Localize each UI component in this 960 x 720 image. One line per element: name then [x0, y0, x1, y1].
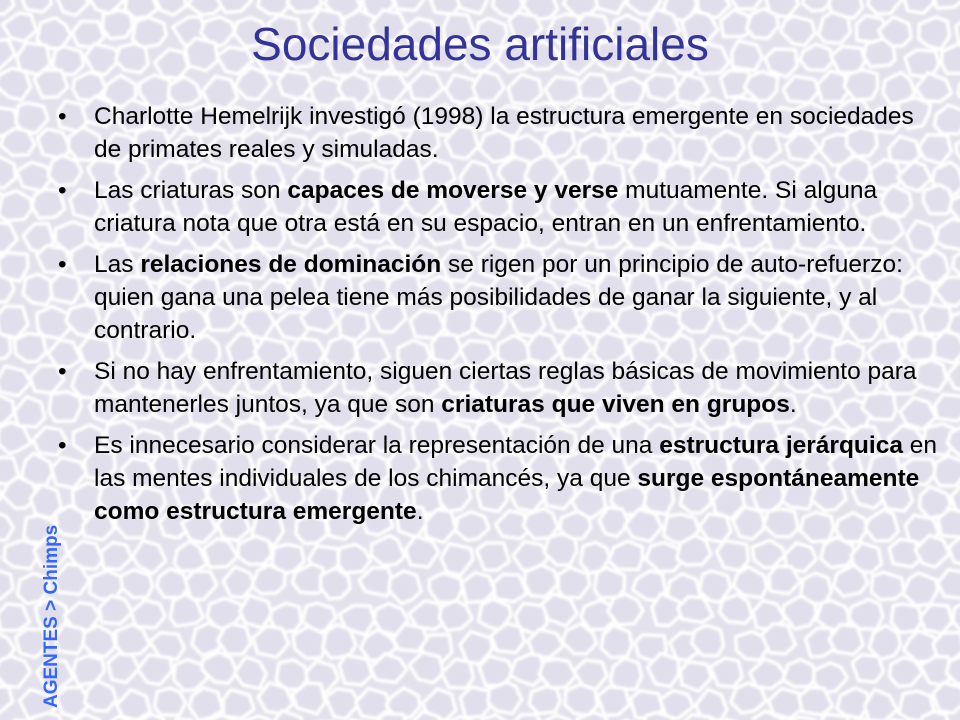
texture-cell: [252, 565, 285, 594]
texture-cell: [89, 571, 123, 600]
texture-cell: [934, 331, 960, 363]
texture-cell: [0, 332, 11, 361]
texture-cell: [935, 394, 960, 421]
bullet-item: [58, 429, 938, 528]
texture-cell: [0, 604, 30, 631]
bullet-item: [58, 355, 938, 421]
text-segment: en las mentes individuales de los chimancés, ya que: [94, 432, 938, 492]
text-segment: Si no hay enfrentamiento, siguen ciertas reglas básicas de movimiento para mantenerles juntos, ya que son: [94, 358, 917, 418]
bold-text-segment: surge espontáneamente como estructura emergente: [94, 465, 920, 525]
texture-cell: [608, 594, 643, 625]
texture-cell: [692, 626, 724, 656]
bold-text-segment: relaciones de dominación: [140, 251, 442, 278]
texture-cell: [0, 191, 32, 221]
bold-text-segment: estructura jerárquica: [659, 432, 903, 459]
texture-cell: [529, 686, 560, 713]
text-segment: se rigen por un principio de auto-refuerzo: quien gana una pelea tiene más posibilidades de ganar la siguiente, y al contrario.: [94, 251, 903, 344]
texture-cell: [429, 573, 462, 603]
bullet-marker: •: [58, 432, 67, 459]
texture-cell: [852, 655, 883, 683]
texture-cell: [488, 682, 522, 713]
texture-cell: [0, 128, 35, 155]
texture-cell: [17, 162, 52, 191]
texture-cell: [154, 688, 185, 715]
texture-cell: [23, 274, 53, 305]
texture-cell: [539, 659, 576, 688]
texture-cell: [717, 541, 749, 571]
texture-cell: [597, 687, 629, 716]
text-segment: .: [416, 498, 424, 525]
texture-cell: [558, 567, 589, 598]
texture-cell: [218, 624, 251, 654]
texture-cell: [323, 625, 356, 659]
texture-cell: [594, 568, 624, 599]
texture-cell: [799, 688, 833, 715]
texture-cell: [932, 0, 960, 8]
texture-cell: [493, 574, 527, 602]
texture-cell: [14, 334, 46, 362]
texture-cell: [287, 0, 321, 12]
texture-cell: [238, 536, 272, 564]
bullet-text: [94, 103, 914, 163]
texture-cell: [476, 543, 509, 571]
bullet-marker: •: [58, 251, 67, 278]
bullet-item: [58, 174, 938, 240]
texture-cell: [278, 71, 312, 100]
bullet-list: [58, 100, 938, 536]
texture-cell: [34, 70, 68, 98]
text-segment: Las: [94, 251, 141, 278]
texture-cell: [462, 573, 495, 603]
text-segment: Las criaturas son: [94, 177, 288, 204]
texture-cell: [579, 74, 611, 100]
texture-cell: [293, 626, 325, 658]
texture-cell: [240, 595, 272, 628]
bullet-marker: •: [58, 358, 67, 385]
text-segment: mutuamente. Si alguna criatura nota que otra está en su espacio, entran en un enfrentamiento.: [94, 177, 878, 237]
texture-cell: [565, 684, 597, 715]
texture-cell: [891, 604, 922, 633]
texture-cell: [4, 540, 37, 569]
bullet-text: [94, 177, 877, 237]
texture-cell: [601, 626, 632, 658]
texture-cell: [338, 544, 370, 573]
bullet-item: [58, 248, 938, 347]
bullet-text: [94, 358, 917, 418]
text-segment: Charlotte Hemelrijk investigó (1998) la estructura emergente en sociedades de primates reales y simuladas.: [94, 103, 914, 163]
texture-cell: [685, 715, 715, 720]
texture-cell: [223, 690, 254, 719]
bold-text-segment: capaces de moverse y verse: [287, 177, 619, 204]
text-segment: .: [789, 391, 797, 418]
bullet-marker: •: [58, 103, 67, 130]
text-segment: Es innecesario considerar la representación de una: [94, 432, 660, 459]
bullet-marker: •: [58, 177, 67, 204]
texture-cell: [339, 655, 372, 685]
bullet-text: [94, 432, 937, 525]
texture-cell: [933, 683, 960, 713]
texture-cell: [762, 624, 796, 654]
bold-text-segment: criaturas que viven en grupos: [441, 391, 790, 418]
bullet-text: [94, 251, 903, 344]
texture-cell: [818, 714, 851, 720]
slide-title: Sociedades artificiales: [251, 18, 709, 70]
bullet-item: [58, 100, 938, 166]
section-label: AGENTES > Chimps: [41, 524, 62, 708]
texture-cell: [920, 605, 952, 634]
texture-cell: [871, 572, 904, 600]
